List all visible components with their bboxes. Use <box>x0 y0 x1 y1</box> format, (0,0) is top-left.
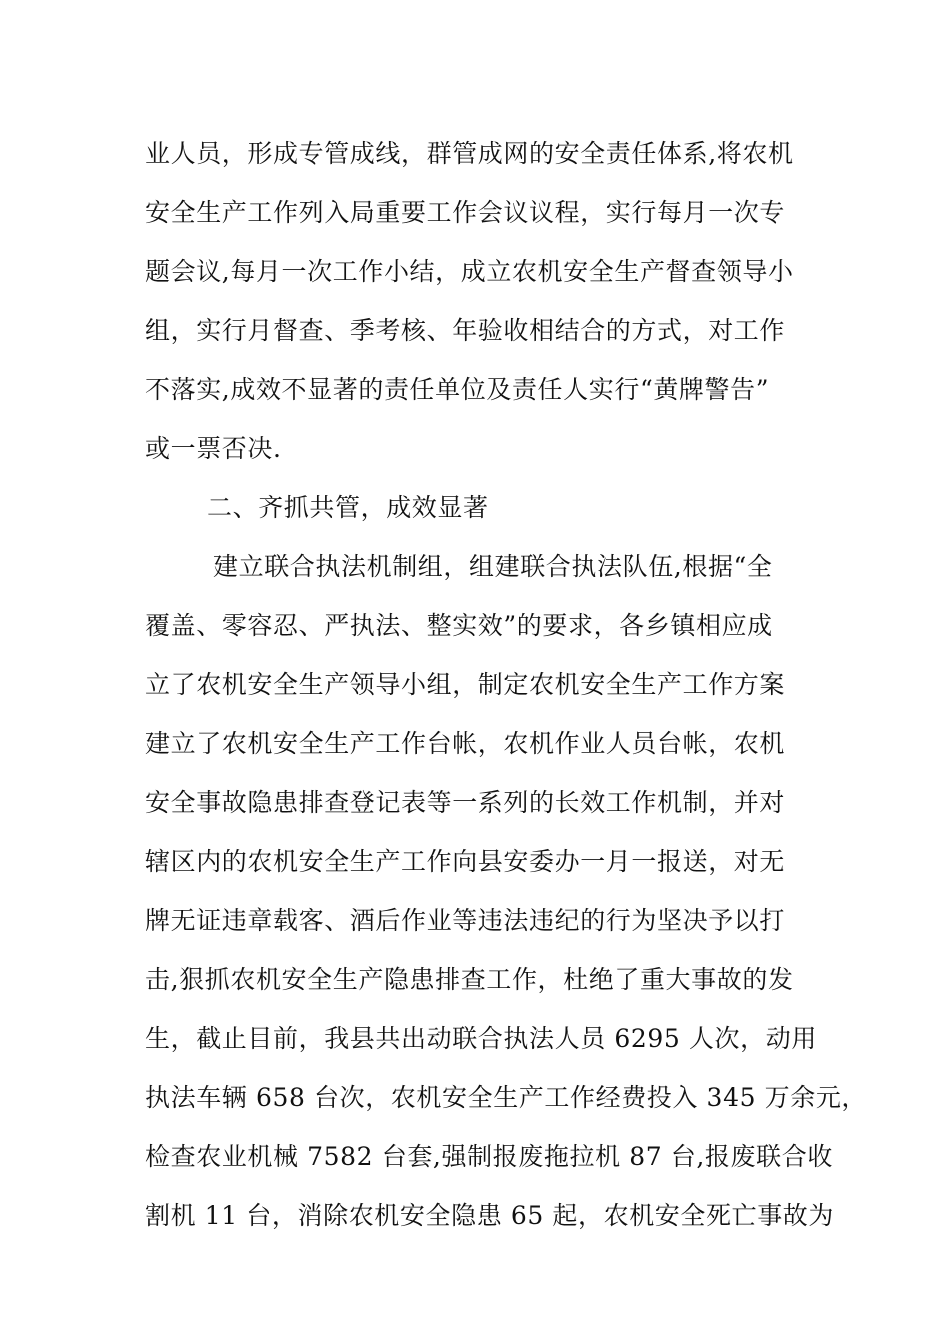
text-line: 检查农业机械 7582 台套,强制报废拖拉机 87 台,报废联合收 <box>145 1142 833 1171</box>
text-line: 业人员，形成专管成线，群管成网的安全责任体系,将农机 <box>145 139 794 168</box>
text-line: 执法车辆 658 台次，农机安全生产工作经费投入 345 万余元， <box>145 1083 868 1112</box>
text-line: 建立联合执法机制组，组建联合执法队伍,根据“全 <box>213 552 773 581</box>
text-line: 建立了农机安全生产工作台帐，农机作业人员台帐，农机 <box>145 729 786 758</box>
text-line: 题会议,每月一次工作小结，成立农机安全生产督查领导小 <box>145 257 794 286</box>
text-line: 牌无证违章载客、酒后作业等违法违纪的行为坚决予以打 <box>145 906 786 935</box>
text-line: 组，实行月督查、季考核、年验收相结合的方式，对工作 <box>145 316 786 345</box>
text-line: 不落实,成效不显著的责任单位及责任人实行“黄牌警告” <box>145 375 770 404</box>
text-line: 割机 11 台，消除农机安全隐患 65 起，农机安全死亡事故为 <box>145 1201 835 1230</box>
text-line: 覆盖、零容忍、严执法、整实效”的要求，各乡镇相应成 <box>145 611 773 640</box>
section-heading: 二、齐抓共管，成效显著 <box>207 493 489 522</box>
text-line: 立了农机安全生产领导小组，制定农机安全生产工作方案 <box>145 670 786 699</box>
text-line: 生，截止目前，我县共出动联合执法人员 6295 人次，动用 <box>145 1024 817 1053</box>
text-line: 击,狠抓农机安全生产隐患排查工作，杜绝了重大事故的发 <box>145 965 794 994</box>
text-line: 或一票否决. <box>145 434 282 463</box>
text-line: 安全事故隐患排查登记表等一系列的长效工作机制，并对 <box>145 788 786 817</box>
text-line: 安全生产工作列入局重要工作会议议程，实行每月一次专 <box>145 198 786 227</box>
document-body <box>145 130 868 1251</box>
paragraph-responsibility-system <box>145 130 825 484</box>
text-line: 辖区内的农机安全生产工作向县安委办一月一报送，对无 <box>145 847 786 876</box>
paragraph-joint-enforcement <box>145 543 868 1251</box>
